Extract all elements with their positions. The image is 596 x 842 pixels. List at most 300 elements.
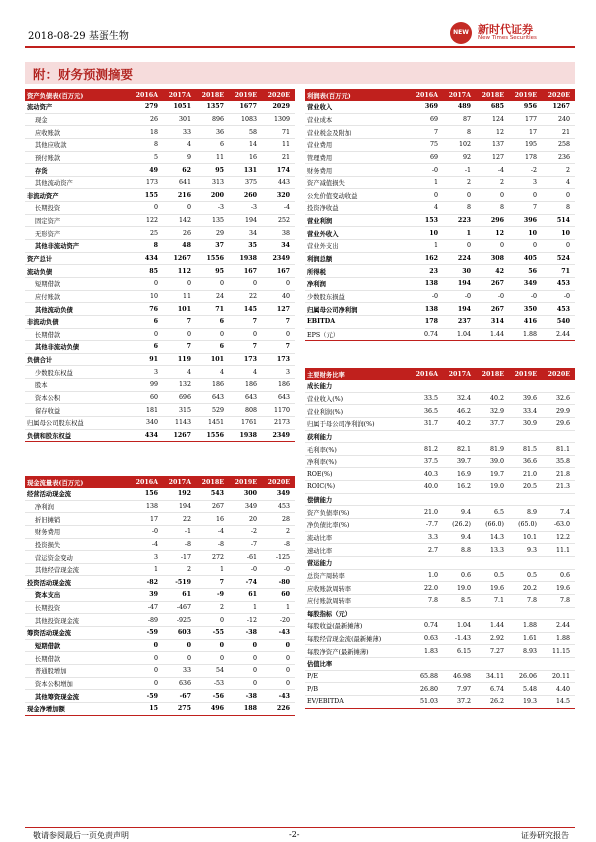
row-label: 营运资金变动 — [35, 554, 73, 562]
cell-value: 71 — [281, 128, 290, 136]
cell-value: 3 — [153, 553, 158, 561]
cell-value: 40 — [281, 292, 290, 300]
cell-value: 8 — [153, 242, 158, 250]
cell-value: 349 — [276, 490, 290, 498]
cell-value: 7.27 — [489, 647, 504, 655]
cell-value: 2029 — [272, 103, 290, 111]
cell-value: 7 — [252, 343, 257, 351]
cell-value: 252 — [277, 217, 290, 225]
cell-value: -61 — [246, 553, 257, 561]
table-row — [305, 557, 575, 570]
cell-value: 540 — [556, 318, 570, 326]
cell-value: -8 — [184, 540, 191, 548]
row-label: 资本支出 — [35, 592, 61, 600]
row-label: 偿债能力 — [307, 497, 333, 505]
table-row — [305, 519, 575, 532]
cell-value: -0 — [250, 566, 257, 574]
cell-value: 2173 — [273, 419, 290, 427]
cell-value: 0.6 — [559, 571, 570, 579]
cell-value: 122 — [145, 217, 158, 225]
year-header: 2019E — [234, 478, 257, 486]
cell-value: 22 — [248, 292, 257, 300]
row-label: 筹资活动现金流 — [27, 630, 72, 638]
cell-value: 5.48 — [522, 685, 537, 693]
cell-value: -74 — [245, 578, 257, 586]
cell-value: 178 — [524, 153, 537, 161]
row-label: 归属于母公司净利润(%) — [307, 421, 375, 429]
footer-divider — [25, 827, 575, 828]
cell-value: 7 — [186, 343, 191, 351]
cell-value: 26.2 — [489, 698, 504, 706]
cell-value: 4 — [565, 179, 570, 187]
cell-value: 224 — [457, 255, 471, 262]
cell-value: 267 — [211, 502, 224, 510]
cell-value: 1357 — [206, 103, 224, 111]
cell-value: 643 — [244, 394, 257, 402]
cell-value: 1.88 — [522, 622, 537, 630]
cell-value: 1.88 — [522, 330, 537, 338]
row-label: 每股指标（元） — [307, 610, 352, 618]
cell-value: 138 — [145, 502, 158, 510]
row-label: 毛利率(%) — [307, 446, 337, 454]
cell-value: 6 — [219, 141, 224, 149]
table-row — [25, 690, 295, 703]
table-row — [25, 291, 295, 304]
row-label: 其他流动资产 — [35, 180, 73, 188]
section-title — [25, 62, 575, 84]
cell-value: 26 — [182, 229, 191, 237]
cell-value: 17 — [149, 515, 158, 523]
row-label: 经营活动现金流 — [27, 491, 72, 499]
cell-value: 301 — [178, 115, 191, 123]
cell-value: 349 — [523, 280, 537, 288]
cell-value: 6.5 — [493, 508, 504, 516]
cell-value: -4 — [497, 166, 504, 174]
table-row — [25, 589, 295, 602]
table-row — [305, 291, 575, 304]
cell-value: 0 — [186, 654, 191, 662]
cell-value: 13.3 — [489, 546, 504, 554]
table-row — [25, 551, 295, 564]
cell-value: 0 — [186, 642, 191, 649]
table-row — [305, 658, 575, 671]
row-label: 其他筹资现金流 — [35, 693, 80, 701]
table-row — [25, 139, 295, 152]
cell-value: 46.2 — [456, 407, 471, 415]
cell-value: 1309 — [273, 115, 290, 123]
cell-value: 7.1 — [493, 597, 504, 605]
cell-value: 38 — [281, 229, 290, 237]
cell-value: 8 — [565, 204, 570, 212]
cell-value: 223 — [457, 217, 471, 225]
table-row — [305, 683, 575, 696]
cell-value: 4 — [252, 368, 257, 376]
table-row — [25, 189, 295, 202]
cell-value: 0.74 — [423, 330, 438, 338]
cell-value: -82 — [146, 578, 158, 586]
year-header: 2018E — [201, 478, 224, 486]
cell-value: -519 — [175, 578, 191, 586]
cell-value: 82.1 — [456, 445, 471, 453]
cell-value: 643 — [211, 394, 224, 402]
cash-flow-table — [25, 476, 295, 716]
row-label: 管理费用 — [307, 154, 333, 162]
cell-value: 137 — [491, 141, 504, 149]
cell-value: 46.98 — [452, 673, 471, 681]
cell-value: 240 — [557, 115, 570, 123]
cell-value: 8.9 — [526, 508, 537, 516]
table-row — [25, 539, 295, 552]
cell-value: -9 — [217, 591, 224, 599]
row-label: 非流动负债 — [27, 319, 59, 327]
cell-value: 260 — [243, 191, 257, 199]
row-label: 预付账款 — [35, 154, 61, 162]
table-row — [25, 404, 295, 417]
cell-value: 1761 — [240, 419, 257, 427]
cell-value: 30 — [462, 267, 471, 275]
cell-value: 31.7 — [423, 420, 438, 428]
row-label: 其他流动负债 — [35, 306, 73, 314]
table-row — [305, 189, 575, 202]
cell-value: 6 — [153, 318, 158, 326]
row-label: 营业利润 — [307, 218, 333, 226]
row-label: 净负债比率(%) — [307, 522, 350, 530]
cell-value: 69 — [429, 115, 438, 123]
cell-value: 51.03 — [419, 698, 438, 706]
row-label: ROIC(%) — [307, 483, 336, 491]
cell-value: 131 — [243, 166, 257, 174]
table-row — [25, 703, 295, 716]
year-header: 2018E — [481, 91, 504, 99]
year-header: 2018E — [481, 370, 504, 378]
cell-value: 200 — [210, 191, 224, 199]
cell-value: 3 — [532, 179, 537, 187]
cell-value: 1.44 — [489, 330, 504, 338]
cell-value: 0 — [219, 616, 224, 624]
cell-value: 24 — [215, 292, 224, 300]
row-label: 总资产周转率 — [307, 572, 345, 580]
cell-value: 4 — [219, 368, 224, 376]
cell-value: 186 — [211, 381, 224, 389]
row-label: 财务费用 — [35, 529, 61, 537]
cell-value: 19.6 — [489, 584, 504, 592]
cell-value: 8.5 — [460, 597, 471, 605]
cell-value: 896 — [211, 115, 224, 123]
cell-value: 0 — [466, 242, 471, 250]
cell-value: 33 — [182, 667, 191, 675]
cell-value: 56 — [528, 267, 537, 275]
cell-value: 524 — [556, 255, 570, 262]
cell-value: 0 — [252, 667, 257, 675]
cell-value: -59 — [146, 629, 158, 637]
cell-value: 320 — [276, 191, 290, 199]
cell-value: 39 — [149, 591, 158, 599]
cell-value: -8 — [217, 540, 224, 548]
cell-value: 1083 — [240, 115, 257, 123]
cell-value: 186 — [244, 381, 257, 389]
cell-value: 92 — [462, 153, 471, 161]
cell-value: 1.88 — [555, 635, 570, 643]
cell-value: 99 — [149, 381, 158, 389]
cell-value: 267 — [490, 305, 504, 313]
cell-value: 543 — [210, 490, 224, 498]
row-label: 每股收益(最新摊薄) — [307, 623, 363, 631]
cell-value: 142 — [178, 217, 191, 225]
cell-value: 453 — [556, 305, 570, 313]
cell-value: 16 — [215, 515, 224, 523]
cell-value: 39.6 — [522, 394, 537, 402]
row-label: 净利润 — [307, 281, 326, 289]
report-type: 证券研究报告 — [521, 831, 569, 840]
row-label: 营业利润(%) — [307, 408, 344, 416]
cell-value: 453 — [556, 280, 570, 288]
cell-value: 3 — [285, 368, 290, 376]
cell-value: -89 — [147, 616, 158, 624]
cell-value: 18 — [149, 128, 158, 136]
cell-value: 153 — [424, 217, 438, 225]
cell-value: 0 — [532, 191, 537, 199]
cell-value: 19.3 — [522, 698, 537, 706]
cell-value: -17 — [180, 553, 191, 561]
cell-value: 0 — [153, 280, 158, 288]
table-row — [305, 544, 575, 557]
cell-value: 192 — [177, 490, 191, 498]
cell-value: 7.8 — [427, 597, 438, 605]
cell-value: 62 — [182, 166, 191, 174]
cell-value: -12 — [246, 616, 257, 624]
cell-value: 0 — [285, 679, 290, 687]
table-row — [25, 177, 295, 190]
cell-value: 29.9 — [555, 407, 570, 415]
row-label: 营业外支出 — [307, 243, 339, 251]
cell-value: 40.3 — [423, 470, 438, 478]
row-label: 资本公积增加 — [35, 680, 73, 688]
cell-value: 7 — [186, 318, 191, 326]
cell-value: -59 — [146, 692, 158, 700]
cell-value: 7.97 — [456, 685, 471, 693]
cell-value: 36.5 — [423, 407, 438, 415]
table-row — [305, 152, 575, 165]
cell-value: 685 — [490, 103, 504, 111]
cell-value: 4 — [433, 204, 438, 212]
cell-value: 0.74 — [423, 622, 438, 630]
cell-value: 21.0 — [423, 508, 438, 516]
row-label: 应收账款周转率 — [307, 585, 352, 593]
page-header — [25, 20, 575, 58]
cell-value: 12.2 — [555, 534, 570, 541]
cell-value: 0 — [466, 191, 471, 199]
cell-value: 216 — [177, 191, 191, 199]
cell-value: 340 — [145, 419, 158, 427]
row-label: 营业收入(%) — [307, 395, 344, 403]
cell-value: 173 — [243, 356, 257, 364]
cell-value: 4 — [186, 368, 191, 376]
table-row — [305, 278, 575, 291]
cell-value: 10 — [528, 229, 537, 237]
cell-value: 26.80 — [419, 685, 438, 693]
cell-value: 76 — [149, 305, 158, 313]
cell-value: -2 — [530, 166, 537, 174]
cell-value: 36 — [215, 128, 224, 136]
row-label: 流动比率 — [307, 535, 333, 542]
cell-value: 0.6 — [460, 571, 471, 579]
cell-value: 186 — [277, 381, 290, 389]
cell-value: 16.9 — [456, 470, 471, 478]
cell-value: 2349 — [272, 255, 290, 262]
table-title: 利润表(百万元) — [307, 92, 351, 100]
table-row — [305, 481, 575, 494]
cell-value: 1143 — [174, 419, 191, 427]
cell-value: 2 — [565, 166, 570, 174]
cell-value: 0 — [252, 679, 257, 687]
cell-value: -925 — [176, 616, 191, 624]
cell-value: -0 — [563, 292, 570, 300]
cell-value: 0 — [252, 642, 257, 649]
cell-value: 19.0 — [456, 584, 471, 592]
cell-value: 0 — [219, 642, 224, 649]
cell-value: 1451 — [207, 419, 224, 427]
cell-value: 11 — [215, 153, 224, 161]
table-header-row — [25, 89, 295, 101]
cell-value: 0 — [252, 280, 257, 288]
cell-value: (66.0) — [485, 521, 504, 529]
cell-value: 514 — [556, 217, 570, 225]
row-label: 流动资产 — [27, 104, 53, 112]
table-row — [25, 202, 295, 215]
cell-value: 20.5 — [522, 483, 537, 491]
table-row — [305, 164, 575, 177]
cell-value: -43 — [278, 629, 290, 637]
row-label: 折旧摊销 — [35, 516, 61, 524]
cell-value: 1051 — [173, 103, 191, 111]
table-row — [305, 595, 575, 608]
cell-value: 40.0 — [423, 483, 438, 491]
cell-value: -20 — [279, 616, 290, 624]
table-row — [305, 303, 575, 316]
income-statement-table — [305, 89, 575, 341]
cell-value: -53 — [213, 679, 224, 687]
row-label: 归属母公司股东权益 — [27, 420, 84, 428]
cell-value: 453 — [277, 502, 290, 510]
table-row — [305, 633, 575, 646]
table-title: 现金流量表(百万元) — [27, 479, 84, 487]
row-label: 股本 — [35, 382, 48, 390]
row-label: 资产总计 — [27, 256, 53, 263]
cell-value: 696 — [178, 394, 191, 402]
row-label: 普通股增加 — [35, 668, 67, 676]
cell-value: 0 — [285, 642, 290, 649]
cell-value: 35 — [248, 242, 257, 250]
row-label: 少数股东权益 — [35, 369, 73, 377]
table-row — [25, 152, 295, 165]
year-header: 2016A — [415, 91, 438, 99]
table-row — [305, 114, 575, 127]
row-label: P/B — [307, 685, 318, 693]
year-header: 2020E — [267, 91, 290, 99]
cell-value: 272 — [211, 553, 224, 561]
cell-value: 101 — [210, 356, 224, 364]
cell-value: 7 — [433, 128, 438, 136]
cell-value: 2.92 — [489, 635, 504, 643]
table-row — [305, 620, 575, 633]
row-label: ROE(%) — [307, 470, 333, 478]
row-label: 所得税 — [307, 268, 326, 276]
cell-value: 40.2 — [456, 420, 471, 428]
row-label: 营业费用 — [307, 142, 333, 150]
table-title: 资产负债表(百万元) — [27, 92, 84, 100]
cell-value: 416 — [523, 318, 537, 326]
table-row — [305, 570, 575, 583]
cell-value: 12 — [495, 229, 504, 237]
table-row — [305, 253, 575, 266]
cell-value: 226 — [276, 705, 290, 713]
row-label: 资产负债率(%) — [307, 509, 350, 517]
page-number: -2- — [289, 830, 300, 839]
table-row — [25, 576, 295, 589]
cell-value: 405 — [523, 255, 537, 262]
table-row — [25, 126, 295, 139]
row-label: 应付账款 — [35, 293, 61, 301]
year-header: 2020E — [547, 370, 570, 378]
cell-value: -38 — [245, 692, 257, 700]
cell-value: 0 — [565, 191, 570, 199]
cell-value: -4 — [283, 204, 290, 212]
row-label: 应付账款周转率 — [307, 598, 352, 606]
cell-value: 8 — [499, 204, 504, 212]
cell-value: 87 — [462, 115, 471, 123]
cell-value: 194 — [244, 217, 257, 225]
cell-value: 369 — [424, 103, 438, 111]
cell-value: (26.2) — [452, 521, 471, 529]
cell-value: 0 — [153, 654, 158, 662]
cell-value: 29 — [215, 229, 224, 237]
cell-value: 0 — [153, 667, 158, 675]
cell-value: 102 — [458, 141, 471, 149]
cell-value: 20.2 — [522, 584, 537, 592]
cell-value: 1938 — [239, 255, 257, 262]
cell-value: 35.8 — [555, 458, 570, 466]
row-label: 留存收益 — [35, 407, 61, 415]
row-label: 短期借款 — [35, 281, 61, 289]
cell-value: 8 — [466, 128, 471, 136]
row-label: 其他投资现金流 — [35, 617, 80, 625]
cell-value: 81.9 — [489, 445, 504, 453]
cell-value: 3 — [153, 368, 158, 376]
year-header: 2017A — [168, 91, 191, 99]
table-row — [305, 608, 575, 621]
cell-value: 15 — [149, 705, 158, 713]
cell-value: -7 — [250, 540, 257, 548]
table-row — [25, 329, 295, 342]
cell-value: -125 — [275, 553, 290, 561]
cell-value: 42 — [495, 267, 504, 275]
table-row — [25, 526, 295, 539]
cell-value: 0 — [219, 330, 224, 338]
table-row — [25, 278, 295, 291]
cell-value: 0 — [153, 679, 158, 687]
row-label: 长期投资 — [35, 605, 61, 613]
cell-value: 21.0 — [522, 470, 537, 478]
table-row — [25, 366, 295, 379]
cell-value: 188 — [243, 705, 257, 713]
row-label: 公允价值变动收益 — [307, 192, 358, 200]
cell-value: 0 — [186, 330, 191, 338]
cell-value: -43 — [278, 692, 290, 700]
row-label: 投资活动现金流 — [27, 579, 72, 587]
cell-value: 0.63 — [423, 635, 438, 643]
cell-value: -2 — [250, 528, 257, 536]
table-row — [305, 240, 575, 253]
